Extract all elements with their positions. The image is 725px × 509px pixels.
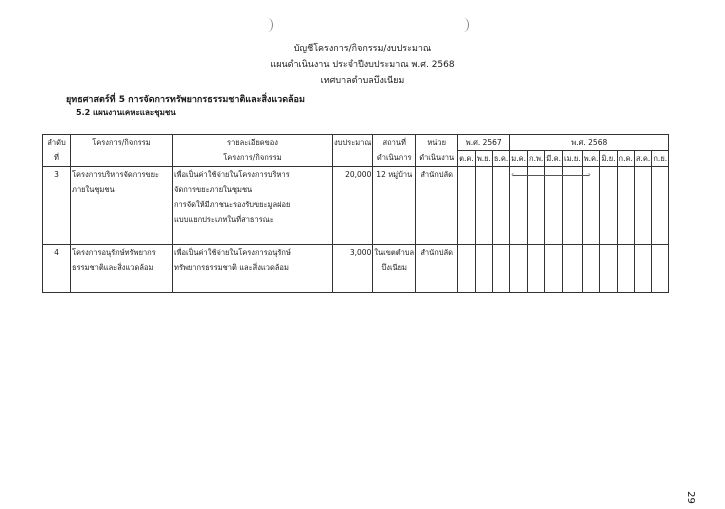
table-row: [43, 167, 669, 245]
punch-hole-right: [458, 18, 469, 32]
table-row: [43, 245, 669, 293]
row-budget: 3,000: [333, 245, 373, 293]
row-no: 4: [43, 245, 71, 293]
header-detail: รายละเอียดของ โครงการ/กิจกรรม: [173, 135, 333, 167]
doc-organization: เทศบาลตำบลบึงเนียม: [320, 76, 405, 86]
header-unit: หน่วย ดำเนินงาน: [416, 135, 458, 167]
month-jan: ม.ค.: [510, 151, 528, 167]
month-mar: มี.ค.: [545, 151, 563, 167]
row-budget: 20,000: [333, 167, 373, 245]
schedule-arrow-jan-apr: [511, 170, 591, 179]
doc-subtitle: แผนดำเนินงาน ประจำปีงบประมาณ พ.ศ. 2568: [270, 60, 455, 70]
table-header-row-1: [43, 135, 669, 151]
header-budget: งบประมาณ: [333, 135, 373, 167]
month-oct: ต.ค.: [458, 151, 476, 167]
row-place: ในเขตตำบล บึงเนียม: [373, 245, 416, 293]
header-no: ลำดับ ที่: [43, 135, 71, 167]
plan-heading: 5.2 แผนงานเคหะและชุมชน: [76, 108, 176, 117]
month-aug: ส.ค.: [634, 151, 651, 167]
month-sep: ก.ย.: [652, 151, 669, 167]
strategy-heading: ยุทธศาสตร์ที่ 5 การจัดการทรัพยากรธรรมชาติและสิ่งแวดล้อม: [66, 95, 305, 105]
project-plan-table: [42, 134, 669, 293]
header-project: โครงการ/กิจกรรม: [71, 135, 173, 167]
header-year-2567: พ.ศ. 2567: [458, 135, 510, 151]
month-feb: ก.พ.: [528, 151, 545, 167]
row-place: 12 หมู่บ้าน: [373, 167, 416, 245]
month-jun: มิ.ย.: [600, 151, 617, 167]
row-project: โครงการอนุรักษ์ทรัพยากร ธรรมชาติและสิ่งแวดล้อม: [71, 245, 173, 293]
arrow-right-icon: ›: [587, 170, 591, 179]
month-dec: ธ.ค.: [492, 151, 509, 167]
row-no: 3: [43, 167, 71, 245]
row-project: โครงการบริหารจัดการขยะ ภายในชุมชน: [71, 167, 173, 245]
row-detail: เพื่อเป็นค่าใช้จ่ายในโครงการบริหาร จัดการขยะภายในชุมชน การจัดให้มีภาชนะรองรับขยะมูลฝอย แบบแยกประเภทในที่สาธารณะ: [173, 167, 333, 245]
header-place: สถานที่ ดำเนินการ: [373, 135, 416, 167]
row-unit: สำนักปลัด: [416, 167, 458, 245]
row-unit: สำนักปลัด: [416, 245, 458, 293]
row-detail: เพื่อเป็นค่าใช้จ่ายในโครงการอนุรักษ์ ทรัพยากรธรรมชาติ และสิ่งแวดล้อม: [173, 245, 333, 293]
month-jul: ก.ค.: [617, 151, 634, 167]
month-apr: เม.ย.: [563, 151, 583, 167]
page-number: 29: [685, 491, 697, 504]
month-nov: พ.ย.: [475, 151, 492, 167]
month-may: พ.ค.: [582, 151, 600, 167]
arrow-left-icon: ‹: [511, 170, 515, 179]
punch-hole-left: [262, 18, 273, 32]
doc-title: บัญชีโครงการ/กิจกรรม/งบประมาณ: [293, 44, 432, 54]
header-year-2568: พ.ศ. 2568: [510, 135, 669, 151]
